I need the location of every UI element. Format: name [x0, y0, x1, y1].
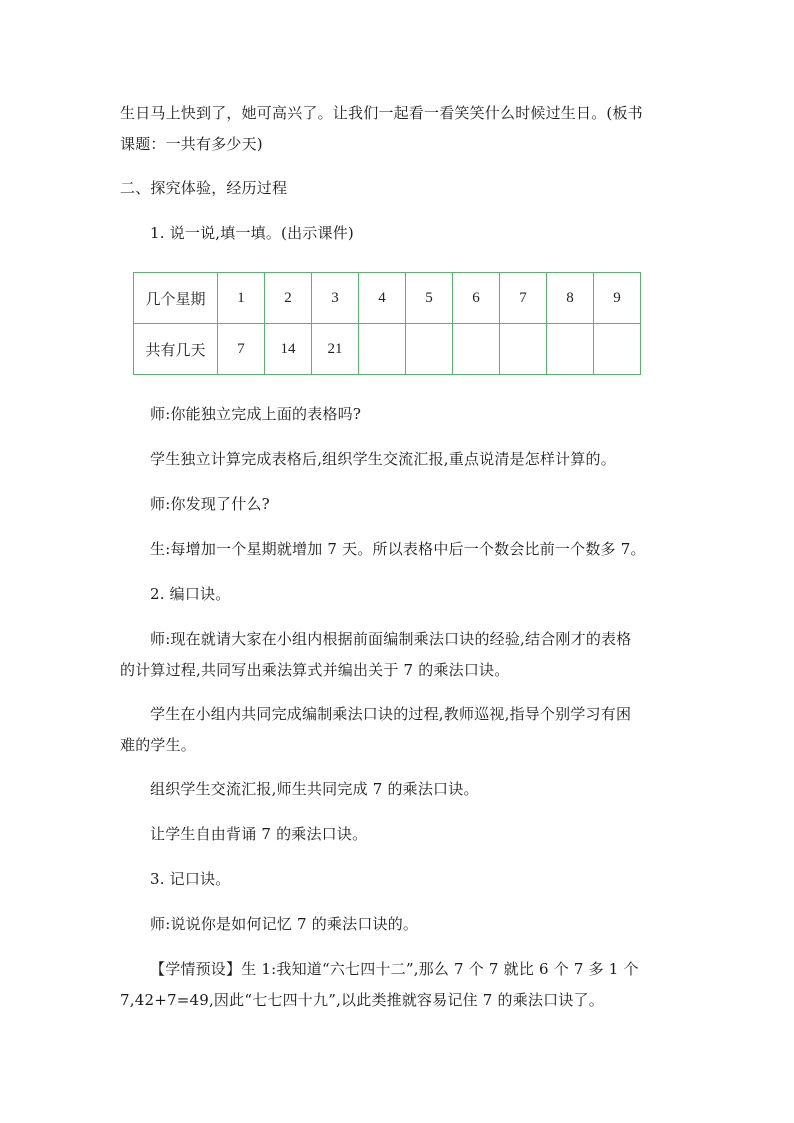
table-cell: 6	[453, 273, 500, 324]
table-cell-empty	[359, 324, 406, 375]
paragraph-line: 师:现在就请大家在小组内根据前面编制乘法口诀的经验,结合刚才的表格	[150, 630, 632, 648]
paragraph-line: 让学生自由背诵 7 的乘法口诀。	[150, 825, 368, 843]
paragraph-line: 组织学生交流汇报,师生共同完成 7 的乘法口诀。	[150, 780, 479, 798]
paragraph-line: 师:你能独立完成上面的表格吗?	[150, 405, 362, 423]
table-cell: 7	[500, 273, 547, 324]
paragraph-line: 生:每增加一个星期就增加 7 天。所以表格中后一个数会比前一个数多 7。	[150, 540, 646, 558]
table-cell: 14	[265, 324, 312, 375]
table-cell: 7	[218, 324, 265, 375]
table-cell: 9	[594, 273, 641, 324]
subsection-heading: 3. 记口诀。	[150, 870, 231, 888]
row-header-days: 共有几天	[134, 324, 218, 375]
table-cell-empty	[406, 324, 453, 375]
paragraph-line: 课题：一共有多少天)	[120, 135, 263, 153]
paragraph-line: 生日马上快到了，她可高兴了。让我们一起看一看笑笑什么时候过生日。(板书	[120, 104, 643, 122]
paragraph-line: 师:说说你是如何记忆 7 的乘法口诀的。	[150, 915, 419, 933]
paragraph-line: 【学情预设】生 1:我知道“六七四十二”,那么 7 个 7 就比 6 个 7 多 1 个	[150, 960, 639, 978]
paragraph-line: 7,42+7=49,因此“七七四十九”,以此类推就容易记住 7 的乘法口诀了。	[120, 991, 604, 1009]
paragraph-line: 学生在小组内共同完成编制乘法口诀的过程,教师巡视,指导个别学习有困	[150, 705, 632, 723]
table-cell-empty	[500, 324, 547, 375]
table-cell: 5	[406, 273, 453, 324]
section-heading: 二、探究体验，经历过程	[120, 179, 288, 197]
paragraph-line: 难的学生。	[120, 736, 197, 754]
table-cell-empty	[453, 324, 500, 375]
subsection-heading: 1. 说一说,填一填。(出示课件)	[150, 224, 354, 242]
table-cell: 4	[359, 273, 406, 324]
table-row	[134, 324, 641, 375]
table-cell: 3	[312, 273, 359, 324]
table-row	[134, 273, 641, 324]
weeks-days-table	[133, 272, 641, 375]
table-cell: 21	[312, 324, 359, 375]
table-cell: 1	[218, 273, 265, 324]
table-cell-empty	[547, 324, 594, 375]
row-header-weeks: 几个星期	[134, 273, 218, 324]
table-cell-empty	[594, 324, 641, 375]
paragraph-line: 学生独立计算完成表格后,组织学生交流汇报,重点说清是怎样计算的。	[150, 450, 616, 468]
paragraph-line: 师:你发现了什么?	[150, 495, 270, 513]
subsection-heading: 2. 编口诀。	[150, 585, 231, 603]
table-cell: 2	[265, 273, 312, 324]
paragraph-line: 的计算过程,共同写出乘法算式并编出关于 7 的乘法口诀。	[120, 661, 510, 679]
table-cell: 8	[547, 273, 594, 324]
